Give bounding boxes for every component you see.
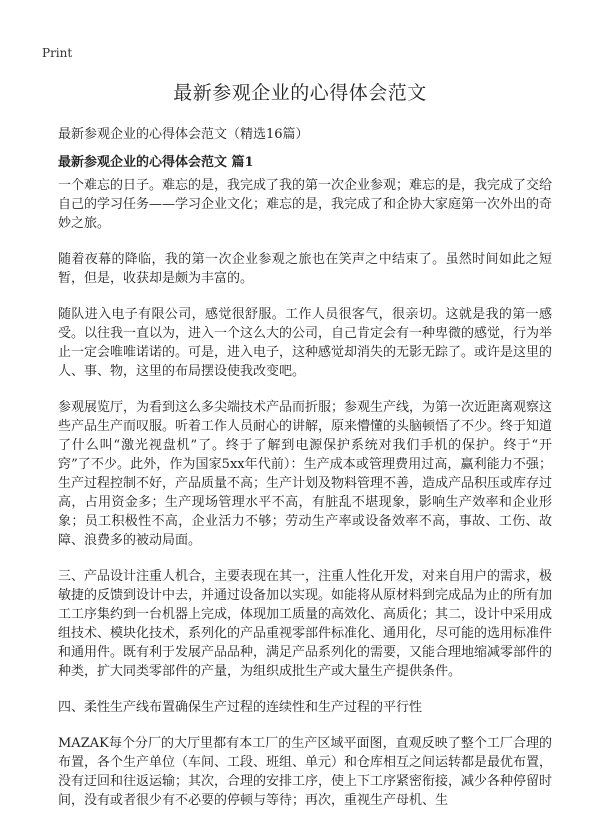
paragraph-3: 随队进入电子有限公司，感觉很舒服。工作人员很客气，很亲切。这就是我的第一感受。以往我一直以为，进入一个这么大的公司，自己肯定会有一种卑微的感觉，行为举止一定会唯唯诺诺的。可是，进入电子，这种感觉却消失的无影无踪了。或许是这里的人、事、物，这里的布局摆设使我改变吧。 xyxy=(58,307,553,379)
article-body xyxy=(58,176,552,827)
paragraph-5: 三、产品设计注重人机合，主要表现在其一，注重人性化开发，对来自用户的需求，极敏捷的反馈到设计中去，并通过设备加以实现。如能将从原材料到完成品为止的所有加工工序集约到一台机器上完成，体现加工质量的高效化、高质化；其二，设计中采用成组技术、模块化技术，系列化的产品重视零部件标准化、通用化，尽可能的选用标准件和通用件。既有利于发展产品品种，满足产品系列化的需要，又能合理地缩减零部件的种类，扩大同类零部件的产量，为组织成批生产或大量生产提供条件。 xyxy=(58,569,553,679)
paragraph-4: 参观展览厅，为看到这么多尖端技术产品而折服；参观生产线，为第一次近距离观察这些产品生产而叹服。听着工作人员耐心的讲解，原来懵懂的头脑顿悟了不少。终于知道了什么叫“激光视盘机”了。终于了解到电源保护系统对我们手机的保护。终于“开窍”了不少。此外，作为国家5xx年代前）：生产成本或管理费用过高，赢利能力不强；生产过程控制不好，产品质量不高；生产计划及物料管理不善，造成产品积压或库存过高，占用资金多；生产现场管理水平不高，有脏乱不堪现象，影响生产效率和企业形象；员工积极性不高，企业活力不够；劳动生产率或设备效率不高，事故、工伤、故障、浪费多的被动局面。 xyxy=(58,400,553,548)
section-heading: 最新参观企业的心得体会范文 篇1 xyxy=(58,155,254,170)
paragraph-1: 一个难忘的日子。难忘的是，我完成了我的第一次企业参观；难忘的是，我完成了交给自己的学习任务——学习企业文化；难忘的是，我完成了和企协大家庭第一次外出的奇妙之旅。 xyxy=(58,178,553,231)
paragraph-7: MAZAK每个分厂的大厅里都有本工厂的生产区域平面图，直观反映了整个工厂合理的布置，各个生产单位（车间、工段、班组、单元）和仓库相互之间运转都是最优布置，没有迂回和往返运输；其次，合理的安排工序，使上下工序紧密衔接，减少各种停留时间，没有或者很少有不必要的停顿与等待；再次，重视生产母机、生 xyxy=(58,736,553,808)
document-subtitle: 最新参观企业的心得体会范文（精选16篇） xyxy=(58,127,309,142)
paragraph-2: 随着夜幕的降临，我的第一次企业参观之旅也在笑声之中结束了。虽然时间如此之短暂，但是，收获却是颇为丰富的。 xyxy=(58,252,552,286)
page-title: 最新参观企业的心得体会范文 xyxy=(173,82,427,104)
print-label[interactable]: Print xyxy=(42,46,73,60)
paragraph-6: 四、柔性生产线布置确保生产过程的连续性和生产过程的平行性 xyxy=(58,700,423,715)
